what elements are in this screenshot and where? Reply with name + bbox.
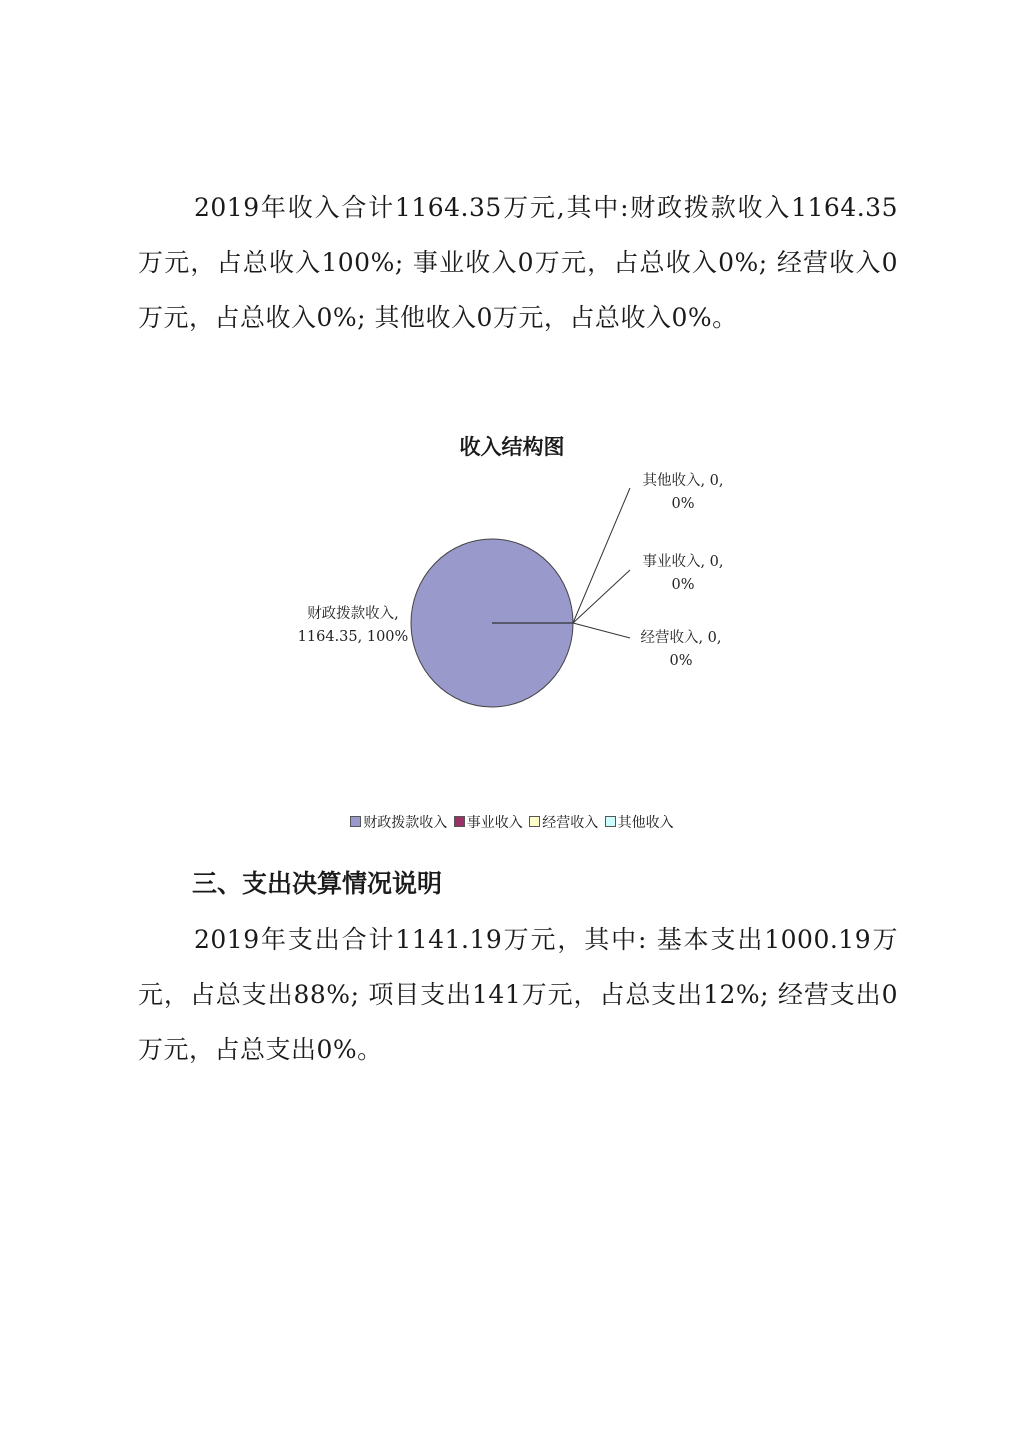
legend-swatch-other [605, 816, 616, 827]
leader-line-business [573, 570, 630, 623]
legend-swatch-fiscal [350, 816, 361, 827]
legend-label-operating: 经营收入 [542, 815, 599, 831]
data-label-operating-line2: 0% [669, 653, 693, 669]
data-label-business-line2: 0% [671, 577, 695, 593]
legend-swatch-business [454, 816, 465, 827]
legend-label-business: 事业收入 [466, 815, 523, 831]
chart-title: 收入结构图 [459, 435, 565, 459]
leader-line-other [573, 488, 630, 623]
legend-label-other: 其他收入 [617, 815, 674, 831]
leader-line-operating [573, 623, 630, 638]
legend-item-other [605, 812, 674, 834]
data-label-fiscal-line2: 1164.35, 100% [297, 629, 409, 645]
data-label-operating-line1: 经营收入, 0, [640, 630, 722, 646]
legend-label-fiscal: 财政拨款收入 [363, 815, 448, 831]
section-heading-expense: 三、支出决算情况说明 [192, 869, 443, 898]
data-label-fiscal-line1: 财政拨款收入, [307, 606, 399, 622]
data-label-business-line1: 事业收入, 0, [642, 554, 724, 570]
chart-legend [0, 812, 1024, 834]
legend-swatch-operating [529, 816, 540, 827]
legend-item-fiscal [350, 812, 447, 834]
expense-paragraph: 2019年支出合计1141.19万元，其中: 基本支出1000.19万元，占总支出88%; 项目支出141万元，占总支出12%; 经营支出0万元，占总支出0%。 [138, 925, 898, 1064]
data-label-other-line2: 0% [671, 496, 695, 512]
legend-item-business [454, 812, 523, 834]
income-paragraph: 2019年收入合计1164.35万元,其中:财政拨款收入1164.35万元，占总收入100%; 事业收入0万元，占总收入0%; 经营收入0万元，占总收入0%; 其他收入0万元，占总收入0%。 [138, 193, 898, 332]
data-label-other-line1: 其他收入, 0, [642, 473, 724, 489]
legend-item-operating [529, 812, 598, 834]
income-pie-chart [0, 460, 1024, 760]
